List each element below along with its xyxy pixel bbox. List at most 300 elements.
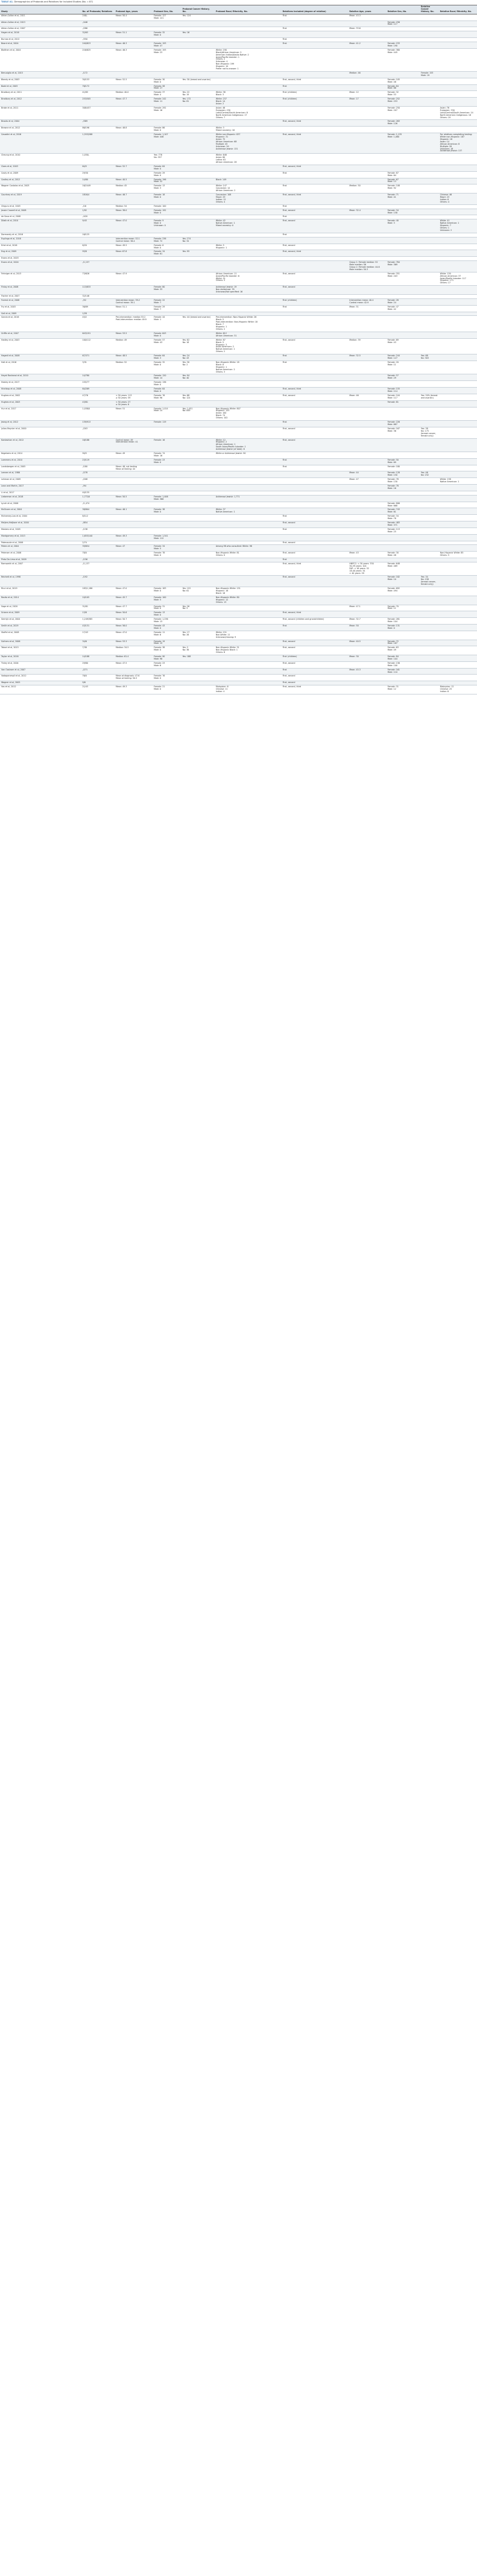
cell-proband-cancer <box>182 233 215 237</box>
cell-proband-age: Mean: 46, not testing Mean at testing: 44 <box>115 465 153 471</box>
table-row <box>0 508 477 515</box>
cell-proband-age <box>115 295 153 299</box>
cell-study: Finlay et al, 2008 <box>0 286 81 295</box>
cell-n: -/854 <box>81 521 114 528</box>
cell-proband-race <box>215 78 282 84</box>
cell-relative-age <box>348 233 386 237</box>
cell-study: Lynch et al, 2006 <box>0 502 81 508</box>
cell-relative-race <box>439 215 477 219</box>
cell-n: 308/457 <box>81 106 114 120</box>
cell-relative-race <box>439 184 477 194</box>
cell-relative-age <box>348 316 386 332</box>
cell-relative-age <box>348 611 386 618</box>
cell-relative-race <box>439 508 477 515</box>
cell-relatives-included: First <box>282 458 349 465</box>
cell-proband-sex: Female: 13 Male: 0 <box>153 611 181 618</box>
cell-study: Dilaik et al, 2010 <box>0 219 81 233</box>
cell-proband-sex <box>153 527 181 534</box>
cell-relatives-included: First, second <box>282 640 349 646</box>
cell-n: 32/146 <box>81 295 114 299</box>
cell-study: Evans et al, 2004 <box>0 261 81 272</box>
cell-relative-sex: Female: 244 Male: 127 <box>387 354 420 361</box>
cell-n: -/278 <box>81 471 114 478</box>
cell-study: Patenaude et al, 2006 <box>0 541 81 545</box>
cell-n: 29/80 <box>81 661 114 668</box>
cell-relative-sex: Female: 63 Male: 49 <box>387 646 420 655</box>
cell-proband-race <box>215 394 282 400</box>
cell-n: 16/125 <box>81 233 114 237</box>
table-row <box>0 338 477 354</box>
cell-relative-cancer <box>420 244 439 250</box>
cell-relatives-included: First, second <box>282 521 349 528</box>
table-row <box>0 618 477 625</box>
cell-proband-sex: Yes: 776 No: 357 <box>153 154 181 165</box>
table-row <box>0 394 477 400</box>
cell-relatives-included <box>282 400 349 407</box>
cell-study: Petersen et al, 2006 <box>0 552 81 558</box>
cell-relatives-included: First, second <box>282 661 349 668</box>
cell-proband-race <box>215 250 282 257</box>
cell-proband-age <box>115 458 153 465</box>
cell-relative-sex: Female: 78 Male: 16 <box>387 485 420 491</box>
table-row <box>0 381 477 388</box>
cell-relative-age <box>348 374 386 381</box>
table-row <box>0 305 477 312</box>
cell-proband-cancer <box>182 133 215 154</box>
cell-relatives-included: First, second, third <box>282 250 349 257</box>
cell-relative-cancer <box>420 675 439 681</box>
cell-proband-sex <box>153 668 181 675</box>
cell-proband-race <box>215 20 282 27</box>
cell-proband-sex: Female: 22 Male: 7 <box>153 298 181 305</box>
cell-n: 23/119 <box>81 458 114 465</box>
cell-relatives-included <box>282 48 349 71</box>
cell-proband-cancer: Yes: 94 No: 40 <box>182 374 215 381</box>
cell-relative-age <box>348 631 386 640</box>
cell-proband-cancer <box>182 527 215 534</box>
cell-relative-sex <box>387 14 420 20</box>
cell-relatives-included <box>282 502 349 508</box>
cell-relatives-included <box>282 491 349 495</box>
cell-proband-race <box>215 14 282 20</box>
cell-relatives-included <box>282 257 349 261</box>
cell-n: 139/913 <box>81 421 114 427</box>
cell-study: Brooks et al, 2004 <box>0 120 81 127</box>
cell-relative-age <box>348 521 386 528</box>
cell-proband-age <box>115 233 153 237</box>
cell-relative-race <box>439 316 477 332</box>
cell-relative-cancer <box>420 98 439 107</box>
cell-study: Gall et al, 2009 <box>0 312 81 316</box>
cell-proband-cancer <box>182 178 215 184</box>
cell-relative-sex: Female: 34 Male: 78 <box>387 515 420 521</box>
cell-relative-age <box>348 295 386 299</box>
cell-proband-cancer: Yes: 2 No: 36 <box>182 646 215 655</box>
cell-proband-sex: Female: 80 Male: 33 <box>153 286 181 295</box>
cell-relative-sex: Female: 256 Male: 117 <box>387 20 420 27</box>
cell-study: Fry et al, 2003 <box>0 305 81 312</box>
cell-proband-race <box>215 521 282 528</box>
cell-proband-cancer <box>182 491 215 495</box>
cell-proband-cancer <box>182 541 215 545</box>
cell-relative-race: Asian: 76 European: 330 Latin/Central/South American: 14 North American Indigenous: 18 Others: 19 <box>439 106 477 120</box>
cell-proband-sex: Female: 193 Male: 23 <box>153 48 181 71</box>
cell-study: Hur et al, 2017 <box>0 407 81 421</box>
cell-proband-sex <box>153 465 181 471</box>
cell-relative-cancer <box>420 257 439 261</box>
cell-proband-sex: Female: 32 Male: 0 <box>153 361 181 374</box>
cell-proband-cancer <box>182 611 215 618</box>
cell-proband-sex: Female: 119 <box>153 421 181 427</box>
cell-relative-cancer <box>420 194 439 205</box>
cell-study: Lammens et al, 2010 <box>0 458 81 465</box>
cell-relative-age <box>348 427 386 438</box>
cell-relative-age: Mean: 41.2 <box>348 42 386 48</box>
cell-relative-cancer <box>420 631 439 640</box>
cell-relative-race: White: 130 African American: 37 Asian/Pacific Islander: 117 Hispanic: 171 Others: 17 <box>439 272 477 286</box>
cell-relative-sex: Female: 182 Male: 10 <box>387 576 420 587</box>
table-row <box>0 171 477 178</box>
cell-proband-sex: Female: 38 Male: 0 <box>153 508 181 515</box>
cell-relative-sex <box>387 295 420 299</box>
cell-proband-age <box>115 261 153 272</box>
cell-proband-cancer: Yes: 24 No: 43 <box>182 354 215 361</box>
table-row <box>0 374 477 381</box>
cell-study: Garcia et al, 2016 <box>0 316 81 332</box>
cell-proband-age <box>115 552 153 558</box>
cell-relative-age <box>348 361 386 374</box>
cell-n: -/203 <box>81 427 114 438</box>
cell-proband-race: White non-Hispanic: 837 Hispanic: 31 Asian: 75 African American: 68 Multiple: 45 Unknown: 20 Ashkenazi Jewish: 131 <box>215 133 282 154</box>
cell-proband-race: Ashkenazi Jewish: 19 Non-Ashkenazi: 78 Unknown/Not specified: 16 <box>215 286 282 295</box>
cell-study: Van Oostrom et al, 2007 <box>0 668 81 675</box>
cell-relative-sex: Female: 128 Male: 150 <box>387 471 420 478</box>
cell-relatives-included: First, second <box>282 219 349 233</box>
cell-n: 76/0 <box>81 675 114 681</box>
cell-proband-cancer <box>182 295 215 299</box>
cell-proband-race: African American: 11 Asian/Pacific Islander: 6 White: 51 Others: 5 <box>215 272 282 286</box>
cell-n: 30/153 <box>81 78 114 84</box>
cell-relative-cancer <box>420 127 439 133</box>
cell-relative-race <box>439 495 477 502</box>
cell-relative-age: Mean: 17 <box>348 98 386 107</box>
cell-proband-race: White: 38 Black: 3 <box>215 91 282 98</box>
table-row <box>0 14 477 20</box>
cell-relatives-included: First, second, third <box>282 194 349 205</box>
cell-study: Aktan-Collan et al, 2011 <box>0 14 81 20</box>
table-row <box>0 332 477 338</box>
cell-n: 40/135 <box>81 491 114 495</box>
cell-proband-race <box>215 38 282 42</box>
cell-relatives-included <box>282 508 349 515</box>
cell-relative-sex: Female: 81 <box>387 400 420 407</box>
cell-relative-age: Mean: 50 <box>348 624 386 631</box>
table-row <box>0 646 477 655</box>
cell-proband-sex: Female: 29 Male: 7 <box>153 305 181 312</box>
table-row <box>0 471 477 478</box>
cell-proband-sex <box>153 38 181 42</box>
cell-relative-age <box>348 31 386 38</box>
cell-relative-race <box>439 394 477 400</box>
cell-proband-sex: Female: 18 Male: 0 <box>153 194 181 205</box>
table-row <box>0 527 477 534</box>
table-row <box>0 219 477 233</box>
cell-n: 73/626 <box>81 272 114 286</box>
cell-relative-sex <box>387 332 420 338</box>
cell-relative-sex: Female: 31 Male: 12 <box>387 685 420 694</box>
cell-relative-race <box>439 421 477 427</box>
cell-relative-race <box>439 562 477 576</box>
table-row <box>0 184 477 194</box>
cell-relative-sex: Female: 84 Male: 104 <box>387 655 420 662</box>
cell-relative-race <box>439 338 477 354</box>
cell-proband-race <box>215 515 282 521</box>
cell-relative-sex: Female: 87 Male: 64 <box>387 171 420 178</box>
cell-n: -/172 <box>81 71 114 78</box>
cell-relatives-included <box>282 71 349 78</box>
cell-relatives-included <box>282 478 349 485</box>
cell-proband-race <box>215 171 282 178</box>
cell-study: Tabori et al, 2015 <box>0 646 81 655</box>
cell-relative-race <box>439 98 477 107</box>
cell-relative-race <box>439 250 477 257</box>
cell-study: Bradbury et al, 2012 <box>0 98 81 107</box>
cell-relative-sex <box>387 38 420 42</box>
cell-relative-sex: Female: 252 Male: 253 <box>387 98 420 107</box>
cell-n: -/138 <box>81 527 114 534</box>
cell-n: 36/89 <box>81 305 114 312</box>
cell-relative-sex <box>387 257 420 261</box>
cell-study: Beard et al, 2004 <box>0 42 81 48</box>
table-row <box>0 685 477 694</box>
cell-proband-race <box>215 381 282 388</box>
cell-n: 47/76 <box>81 394 114 400</box>
cell-proband-sex: Female: 16 <box>153 438 181 452</box>
cell-n: 1,772/0 <box>81 495 114 502</box>
cell-proband-race: White: 5 Hispanic: 1 <box>215 244 282 250</box>
cell-proband-sex: Female: 1,236 Male: 13 <box>153 618 181 625</box>
cell-n: -/208 <box>81 478 114 485</box>
cell-proband-sex <box>153 502 181 508</box>
table-row <box>0 558 477 562</box>
cell-relatives-included: First, second <box>282 675 349 681</box>
cell-proband-race: Non-Hispanic White: 151 Hispanic: 16 Black: 16 <box>215 587 282 596</box>
cell-relative-cancer <box>420 400 439 407</box>
cell-proband-sex: Female: 21 Male: 0 <box>153 685 181 694</box>
cell-relative-cancer: Yes: 46 No: 232 <box>420 471 439 478</box>
cell-proband-age: Mean: 51.1 <box>115 31 153 38</box>
cell-proband-cancer <box>182 381 215 388</box>
cell-proband-age <box>115 485 153 491</box>
cell-proband-cancer <box>182 596 215 605</box>
cell-proband-sex: Female: 120 Male: 14 <box>153 374 181 381</box>
cell-proband-age <box>115 20 153 27</box>
cell-relative-cancer <box>420 541 439 545</box>
cell-proband-race: Non-Hispanic White: 81 Others: 0 <box>215 552 282 558</box>
cell-study: Fehniger et al, 2013 <box>0 272 81 286</box>
cell-proband-cancer <box>182 681 215 685</box>
cell-relatives-included: First (children) <box>282 91 349 98</box>
cell-proband-race <box>215 354 282 361</box>
cell-proband-sex: Female: 1,541 Male: 112 <box>153 534 181 541</box>
cell-relative-race <box>439 521 477 528</box>
cell-proband-cancer: Yes: 30 No: 2 <box>182 361 215 374</box>
cell-relatives-included: First <box>282 27 349 31</box>
table-row <box>0 421 477 427</box>
cell-relative-race: Malaysian: 12 Chinese: 25 Indian: 6 <box>439 685 477 694</box>
cell-relative-race <box>439 209 477 215</box>
cell-proband-cancer <box>182 552 215 558</box>
cell-proband-age <box>115 71 153 78</box>
cell-proband-age: Control mean: 49 Intervention mean: 41 <box>115 438 153 452</box>
cell-proband-age: Mean: 47.9 <box>115 272 153 286</box>
table-row <box>0 286 477 295</box>
cell-relative-cancer <box>420 120 439 127</box>
cell-relatives-included <box>282 31 349 38</box>
cell-relative-cancer <box>420 624 439 631</box>
cell-relative-age: Mean: 33.6 <box>348 27 386 31</box>
cell-proband-cancer <box>182 204 215 209</box>
cell-relative-sex <box>387 596 420 605</box>
cell-relative-race <box>439 38 477 42</box>
cell-proband-sex: Female: 64 Male: 0 <box>153 165 181 171</box>
cell-relative-age <box>348 312 386 316</box>
cell-relative-sex: Female: 155 Male: 114 <box>387 388 420 394</box>
table-row <box>0 354 477 361</box>
cell-study: Lehman et al, 2009 <box>0 478 81 485</box>
cell-relative-cancer: Female: 153 Male: 19 <box>420 71 439 78</box>
table-row <box>0 133 477 154</box>
cell-n: -/192 <box>81 576 114 587</box>
cell-relatives-included: First <box>282 38 349 42</box>
cell-study: Julian-Reynier et al, 2000 <box>0 427 81 438</box>
cell-study: de Sova et al, 2008 <box>0 215 81 219</box>
header-proband-cancer: Proband Cancer History, No. <box>182 5 215 14</box>
cell-relative-race <box>439 646 477 655</box>
cell-proband-race <box>215 400 282 407</box>
cell-relative-sex: Female: 281 Male: 104 <box>387 618 420 625</box>
cell-proband-sex: Female: 31 Male: 0 <box>153 605 181 611</box>
cell-relative-sex <box>387 495 420 502</box>
cell-relative-sex: Female: 70 Male: 11 <box>387 605 420 611</box>
cell-relatives-included <box>282 534 349 541</box>
cell-relative-race <box>439 120 477 127</box>
cell-proband-sex: Female: 11 Male: 6 <box>153 631 181 640</box>
cell-proband-sex <box>153 257 181 261</box>
cell-n: -/16 <box>81 204 114 209</box>
cell-proband-age <box>115 27 153 31</box>
cell-proband-age: < 50 years: 27 ≥ 50 years: 8 <box>115 400 153 407</box>
cell-relatives-included: First <box>282 233 349 237</box>
cell-study: Hadley et al, 2003 <box>0 338 81 354</box>
cell-relatives-included: First, second <box>282 338 349 354</box>
cell-relative-cancer <box>420 298 439 305</box>
table-row <box>0 465 477 471</box>
cell-relative-age <box>348 388 386 394</box>
cell-relative-race <box>439 675 477 681</box>
cell-proband-race <box>215 624 282 631</box>
cell-relative-age <box>348 219 386 233</box>
cell-relative-sex: Female: 743 Male: 61 <box>387 508 420 515</box>
cell-study: Burnas et al, 2012 <box>0 38 81 42</box>
cell-proband-cancer: Yes: 1,451 No: 849 <box>182 407 215 421</box>
table-caption <box>1 0 93 4</box>
cell-proband-cancer <box>182 332 215 338</box>
cell-relative-sex: Female: 648 Male: 489 <box>387 562 420 576</box>
cell-relatives-included <box>282 407 349 421</box>
cell-proband-sex: Female: 192 Male: 0 <box>153 209 181 215</box>
cell-proband-sex <box>153 27 181 31</box>
cell-relative-race <box>439 471 477 478</box>
cell-relatives-included: First <box>282 354 349 361</box>
cell-study: Lieberman et al, 2018 <box>0 495 81 502</box>
cell-n: 183/1,186 <box>81 587 114 596</box>
cell-study: Hughes et al, 2003 <box>0 400 81 407</box>
cell-relative-age <box>348 48 386 71</box>
cell-relative-cancer <box>420 250 439 257</box>
cell-proband-age <box>115 381 153 388</box>
cell-proband-race: White: 12 Hispanic: 2 African American: 1 South Asian/Pacific Islander: 1 Ashkenazi Jewish (of total): 6 <box>215 438 282 452</box>
cell-relative-cancer: Yes: 68 No: 303 <box>420 354 439 361</box>
cell-proband-race <box>215 491 282 495</box>
cell-proband-age: Mean: 46.7 <box>115 194 153 205</box>
cell-proband-age: Median: 49 <box>115 338 153 354</box>
cell-relative-sex <box>387 407 420 421</box>
cell-proband-sex <box>153 521 181 528</box>
cell-relative-sex: Female: 156 Male: 100 <box>387 661 420 668</box>
cell-relatives-included: First, second <box>282 552 349 558</box>
cell-relative-age: Median: 50 <box>348 184 386 194</box>
cell-relative-age: Intervention mean: 40.4 Control mean: 42.9 <box>348 298 386 305</box>
cell-proband-race: White: 190 Black/African American: 5 American Indian/Alaska Native: 2 Asian/Pacific Islander: 1 Others: 2 Unknown: 4 Non-Hispanic: 199 Hispanic: 10 Prefer not to answer: 1 <box>215 48 282 71</box>
cell-relative-age <box>348 421 386 427</box>
cell-relative-race <box>439 640 477 646</box>
cell-relative-cancer <box>420 204 439 209</box>
cell-relatives-included: First <box>282 558 349 562</box>
cell-proband-race <box>215 261 282 272</box>
cell-relative-sex: Female: 233 Male: 190 <box>387 42 420 48</box>
cell-n: 253/505 <box>81 98 114 107</box>
cell-proband-age: Median: 54 <box>115 204 153 209</box>
cell-relative-race <box>439 261 477 272</box>
cell-n: 216/825 <box>81 48 114 71</box>
cell-proband-age: Mean: 67.8 <box>115 250 153 257</box>
cell-proband-cancer <box>182 106 215 120</box>
header-relatives-included: Relatives Included (degree of relation) <box>282 5 349 14</box>
cell-relative-sex: Female: 167 Male: 36 <box>387 427 420 438</box>
cell-study: Leon and Martin, 2017 <box>0 485 81 491</box>
cell-n: -/389 <box>81 120 114 127</box>
cell-study: Forrest et al, 2008 <box>0 298 81 305</box>
cell-relative-age <box>348 38 386 42</box>
cell-proband-age: Mean: 52.5 <box>115 78 153 84</box>
cell-proband-race <box>215 27 282 31</box>
cell-relatives-included <box>282 178 349 184</box>
cell-relative-cancer <box>420 374 439 381</box>
cell-n: 90/5 <box>81 452 114 459</box>
cell-relative-age <box>348 502 386 508</box>
cell-n: 643/191 <box>81 332 114 338</box>
cell-study: Costley et al, 2012 <box>0 178 81 184</box>
cell-relative-age: Mean: 51 <box>348 305 386 312</box>
cell-proband-race <box>215 576 282 587</box>
cell-relatives-included <box>282 605 349 611</box>
cell-proband-race: White: 612 African American: 31 <box>215 332 282 338</box>
cell-n: 16/186 <box>81 438 114 452</box>
cell-proband-cancer <box>182 244 215 250</box>
cell-relatives-included <box>282 381 349 388</box>
cell-relatives-included: First (children) <box>282 298 349 305</box>
